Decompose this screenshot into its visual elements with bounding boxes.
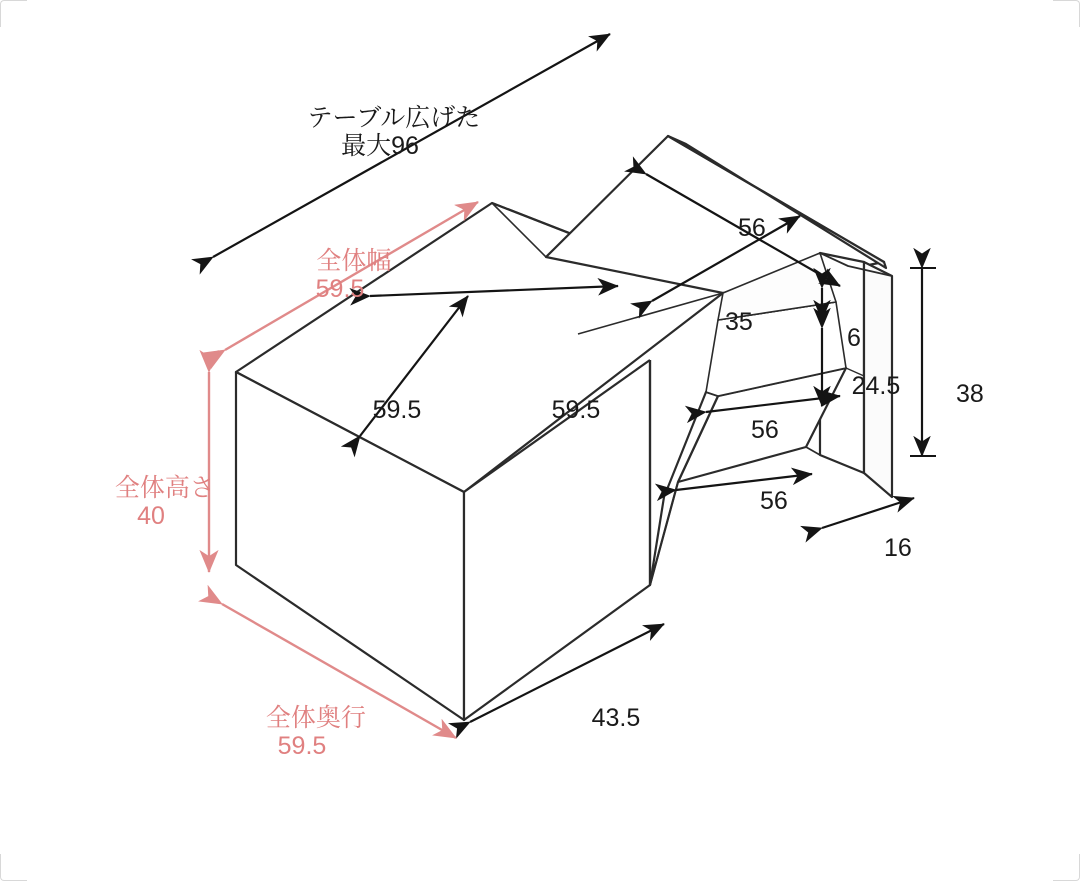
label-side-height-38: 38 [955,380,984,408]
frame-corner-bottom-left [0,854,27,881]
label-tabletop-left-59-5: 59.5 [372,396,422,424]
label-shelf-depth-56-lower: 56 [759,487,788,515]
label-shelf-height-24-5: 24.5 [851,372,901,400]
frame-corner-bottom-right [1053,854,1080,881]
label-overall-width: 全体幅 59.5 [315,247,392,303]
label-overall-height: 全体高さ 40 [114,474,215,530]
label-gap-6: 6 [846,324,861,352]
label-top-depth-56: 56 [737,214,766,242]
label-shelf-depth-56-upper: 56 [750,416,779,444]
frame-corner-top-left [0,0,27,27]
label-top-width-35: 35 [724,308,753,336]
label-tabletop-right-59-5: 59.5 [551,396,601,424]
label-overall-depth: 全体奥行 59.5 [265,704,366,760]
label-side-panel-16: 16 [883,534,912,562]
frame-corner-top-right [1053,0,1080,27]
label-base-depth-43-5: 43.5 [591,704,641,732]
label-table-extended: テーブル広げた 最大96 [307,104,481,160]
